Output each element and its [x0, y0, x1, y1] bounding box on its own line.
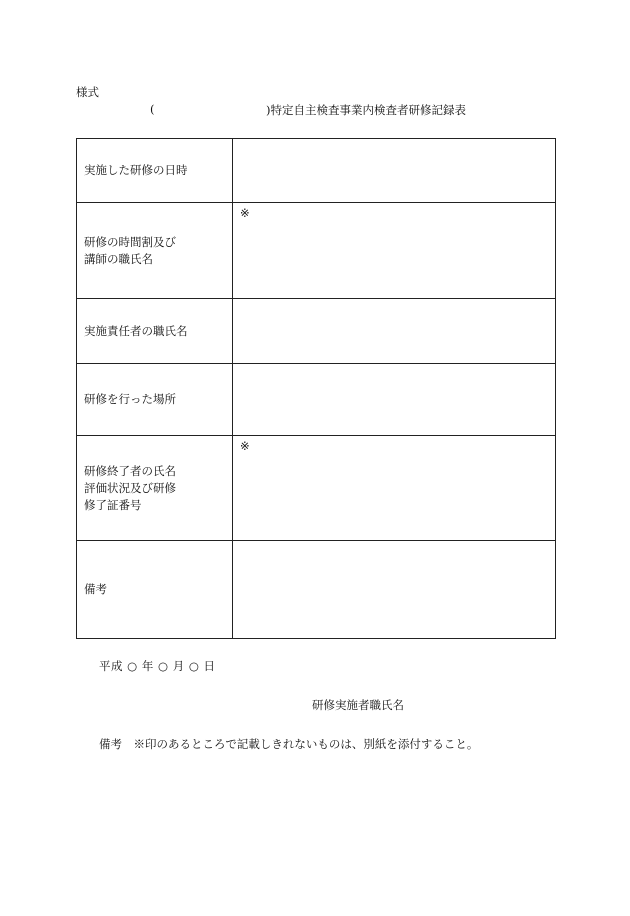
row-value-completers[interactable]: ※ [233, 436, 556, 541]
table-row [77, 436, 556, 541]
row-label-remarks: 備考 [77, 541, 233, 639]
table-row [77, 203, 556, 299]
row-label-timetable-instructor: 研修の時間割及び 講師の職氏名 [77, 203, 233, 299]
form-label: 様式 [76, 85, 99, 99]
title-text: 特定自主検査事業内検査者研修記録表 [270, 103, 466, 117]
table-row [77, 541, 556, 639]
title-paren-open: ( [150, 102, 155, 116]
row-label-responsible-person: 実施責任者の職氏名 [77, 299, 233, 364]
training-record-table [76, 138, 556, 639]
row-label-training-datetime: 実施した研修の日時 [77, 139, 233, 203]
row-label-training-place: 研修を行った場所 [77, 364, 233, 436]
signer-label: 研修実施者職氏名 [312, 698, 404, 712]
table-row [77, 139, 556, 203]
row-value-responsible-person[interactable] [233, 299, 556, 364]
table-row [77, 364, 556, 436]
table-row [77, 299, 556, 364]
title-paren-close: )特定自主検査事業内検査者研修記録表 [266, 103, 466, 117]
row-label-completers: 研修終了者の氏名 評価状況及び研修 修了証番号 [77, 436, 233, 541]
row-value-training-datetime[interactable] [233, 139, 556, 203]
remarks-note: 備考 ※印のあるところで記載しきれないものは、別紙を添付すること。 [99, 737, 479, 751]
row-value-remarks[interactable] [233, 541, 556, 639]
row-value-timetable-instructor[interactable]: ※ [233, 203, 556, 299]
row-value-training-place[interactable] [233, 364, 556, 436]
date-line: 平成 ○ 年 ○ 月 ○ 日 [99, 659, 216, 673]
